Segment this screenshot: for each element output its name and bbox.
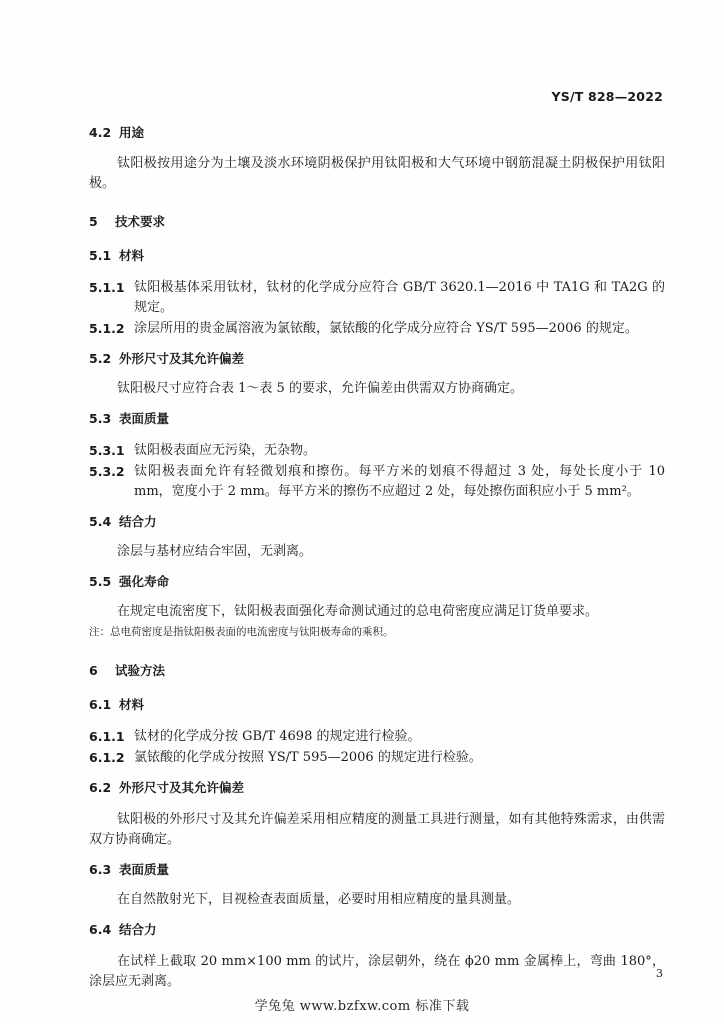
section-heading-6-1: 6.1 材料 (89, 697, 145, 712)
section-heading-5: 5 技术要求 (89, 214, 166, 229)
section-heading-5-3: 5.3 表面质量 (89, 411, 170, 426)
section-heading-4-2: 4.2 用途 (89, 125, 145, 140)
download-watermark: 学兔兔 www.bzfxw.com 标准下载 (254, 999, 470, 1014)
section-heading-5-5: 5.5 强化寿命 (89, 574, 170, 589)
section-heading-6-3: 6.3 表面质量 (89, 862, 170, 877)
section-heading-6-4: 6.4 结合力 (89, 922, 157, 937)
section-heading-6: 6 试验方法 (89, 663, 166, 678)
clause-5-1-2: 5.1.2 涂层所用的贵金属溶液为氯铱酸，氯铱酸的化学成分应符合 YS/T 595—2006 的规定。 (89, 321, 638, 336)
section-heading-5-4: 5.4 结合力 (89, 514, 157, 529)
clause-6-1-2: 6.1.2 氯铱酸的化学成分按照 YS/T 595—2006 的规定进行检验。 (89, 750, 482, 765)
paragraph: 钛阳极的外形尺寸及其允许偏差采用相应精度的测量工具进行测量，如有其他特殊需求，由供需双方协商确定。 (89, 812, 665, 847)
section-heading-5-2: 5.2 外形尺寸及其允许偏差 (89, 351, 245, 366)
clause-5-1-1: 5.1.1 钛阳极基体采用钛材，钛材的化学成分应符合 GB/T 3620.1—2016 中 TA1G 和 TA2G 的规定。 (89, 280, 665, 315)
clause-6-1-1: 6.1.1 钛材的化学成分按 GB/T 4698 的规定进行检验。 (89, 729, 421, 744)
section-heading-6-2: 6.2 外形尺寸及其允许偏差 (89, 780, 245, 795)
clause-5-3-2: 5.3.2 钛阳极表面允许有轻微划痕和擦伤。每平方米的划痕不得超过 3 处，每处长度小于 10 mm，宽度小于 2 mm。每平方米的擦伤不应超过 2 处，每处擦伤面积应小于 5 mm²。 (89, 464, 665, 499)
clause-5-3-1: 5.3.1 钛阳极表面应无污染，无杂物。 (89, 443, 317, 458)
paragraph: 涂层与基材应结合牢固，无剥离。 (117, 544, 313, 559)
paragraph: 在规定电流密度下，钛阳极表面强化寿命测试通过的总电荷密度应满足订货单要求。 (117, 604, 599, 619)
section-heading-5-1: 5.1 材料 (89, 248, 145, 263)
paragraph: 钛阳极按用途分为土壤及淡水环境阴极保护用钛阳极和大气环境中钢筋混凝土阴极保护用钛阳极。 (89, 156, 665, 191)
paragraph: 在试样上截取 20 mm×100 mm 的试片，涂层朝外，绕在 ϕ20 mm 金属棒上，弯曲 180°，涂层应无剥离。 (89, 954, 665, 989)
paragraph: 钛阳极尺寸应符合表 1～表 5 的要求，允许偏差由供需双方协商确定。 (117, 381, 523, 396)
paragraph: 在自然散射光下，目视检查表面质量，必要时用相应精度的量具测量。 (117, 892, 521, 907)
document-body (89, 124, 665, 992)
page-number: 3 (656, 967, 663, 980)
note: 注：总电荷密度是指钛阳极表面的电流密度与钛阳极寿命的乘积。 (89, 626, 394, 638)
standard-code: YS/T 828—2022 (551, 89, 663, 104)
